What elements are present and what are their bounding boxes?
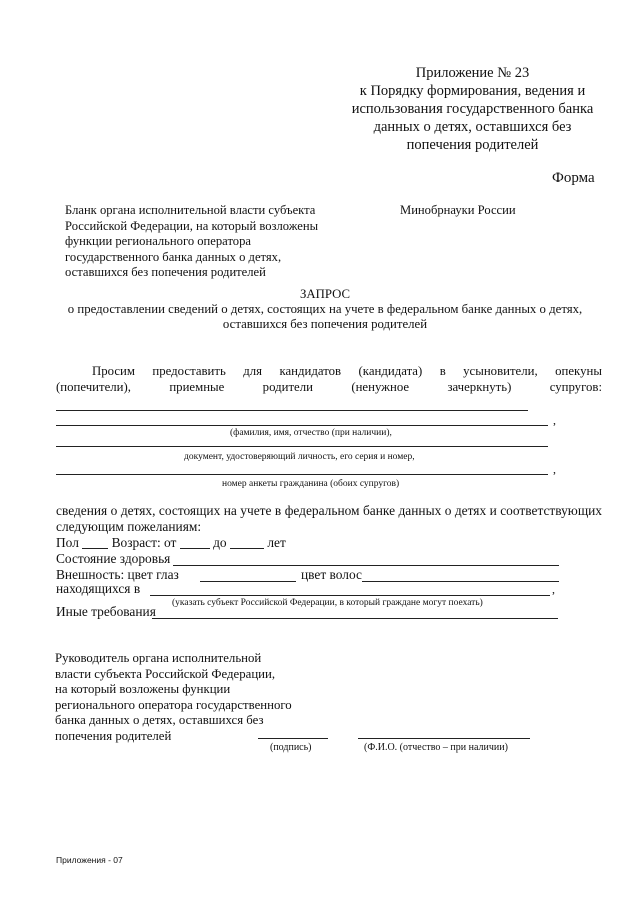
appendix-line: использования государственного банка xyxy=(351,101,594,117)
caption-questionnaire-number: номер анкеты гражданина (обоих супругов) xyxy=(222,479,400,489)
sex-label: Пол xyxy=(56,535,79,550)
request-word: опекуны xyxy=(555,364,602,378)
issuer-line: оставшихся без попечения родителей xyxy=(65,265,266,279)
health-label: Состояние здоровья xyxy=(56,551,171,566)
comma: , xyxy=(553,413,556,427)
comma: , xyxy=(553,462,556,476)
caption-full-name-signature: (Ф.И.О. (отчество – при наличии) xyxy=(364,742,508,753)
request-word: усыновители, xyxy=(463,364,538,378)
eye-color-field[interactable] xyxy=(200,581,296,582)
head-line: регионального оператора государственного xyxy=(55,697,292,712)
age-label: Возраст: от xyxy=(111,535,177,550)
comma: , xyxy=(552,582,555,596)
other-requirements-field[interactable] xyxy=(152,618,558,619)
signature-field[interactable] xyxy=(258,738,328,739)
document-title xyxy=(40,287,610,332)
sex-field[interactable] xyxy=(82,548,108,549)
issuer-line: Российской Федерации, на который возложены xyxy=(65,218,319,233)
request-word: (ненужное xyxy=(351,380,410,394)
caption-full-name: (фамилия, имя, отчество (при наличии), xyxy=(230,428,392,438)
title-line: оставшихся без попечения родителей xyxy=(222,317,428,331)
head-line: попечения родителей xyxy=(55,728,172,743)
age-to-label: до xyxy=(213,535,227,550)
caption-identity-document: документ, удостоверяющий личность, его серия и номер, xyxy=(184,452,415,462)
applicant-line-4[interactable] xyxy=(56,474,548,475)
details-intro-2: следующим пожеланиям: xyxy=(56,519,202,534)
issuer-line: функции регионального оператора xyxy=(65,234,251,248)
caption-signature: (подпись) xyxy=(270,742,312,753)
applicant-line-2[interactable] xyxy=(56,425,548,426)
health-field[interactable] xyxy=(173,565,559,566)
age-unit: лет xyxy=(267,535,286,550)
issuer-blank xyxy=(65,203,345,281)
request-word: супругов: xyxy=(549,380,602,394)
title-line: о предоставлении сведений о детях, состоящих на учете в федеральном банке данных о детях, xyxy=(67,302,583,316)
request-line-1 xyxy=(92,364,602,379)
form-label: Форма xyxy=(552,170,595,186)
title-heading: ЗАПРОС xyxy=(299,287,351,301)
located-label: находящихся в xyxy=(56,581,141,596)
issuer-line: государственного банка данных о детях, xyxy=(65,249,282,264)
appendix-line: данных о детях, оставшихся без xyxy=(373,119,572,135)
page-footer: Приложения - 07 xyxy=(56,855,123,865)
details-intro: сведения о детях, состоящих на учете в федеральном банке данных о детях и соответствующих xyxy=(56,503,602,518)
age-from-field[interactable] xyxy=(180,548,210,549)
other-requirements-label: Иные требования xyxy=(56,604,156,619)
request-word: предоставить xyxy=(152,364,226,378)
request-word: Просим xyxy=(92,364,135,378)
applicant-line-3[interactable] xyxy=(56,446,548,447)
applicant-line-1[interactable] xyxy=(56,410,528,411)
request-word: (попечители), xyxy=(56,380,131,394)
request-word: зачеркнуть) xyxy=(447,380,512,394)
caption-region: (указать субъект Российской Федерации, в который граждане могут поехать) xyxy=(172,598,483,608)
region-field[interactable] xyxy=(150,595,550,596)
request-word: (кандидата) xyxy=(358,364,423,378)
full-name-field[interactable] xyxy=(358,738,530,739)
appendix-line: к Порядку формирования, ведения и xyxy=(359,83,586,99)
appendix-line: попечения родителей xyxy=(406,137,539,153)
request-word: в xyxy=(439,364,446,378)
head-line: банка данных о детях, оставшихся без xyxy=(55,713,264,727)
appearance-label: Внешность: цвет глаз xyxy=(56,567,179,582)
head-line: на который возложены функции xyxy=(55,682,231,696)
request-word: приемные xyxy=(169,380,225,394)
sex-age-row xyxy=(56,535,286,551)
issuer-line: Бланк органа исполнительной власти субъекта xyxy=(65,203,316,217)
request-line-2 xyxy=(56,380,602,395)
request-word: кандидатов xyxy=(279,364,342,378)
head-line: власти субъекта Российской Федерации, xyxy=(55,666,276,681)
appendix-header xyxy=(340,64,605,154)
hair-color-field[interactable] xyxy=(362,581,559,582)
request-word: родители xyxy=(262,380,313,394)
ministry-name: Минобрнауки России xyxy=(400,203,516,217)
appendix-line: Приложение № 23 xyxy=(415,65,530,81)
request-word: для xyxy=(243,364,263,378)
age-to-field[interactable] xyxy=(230,548,264,549)
head-line: Руководитель органа исполнительной xyxy=(55,651,262,665)
head-of-authority xyxy=(55,651,292,744)
hair-color-label: цвет волос xyxy=(301,567,362,582)
